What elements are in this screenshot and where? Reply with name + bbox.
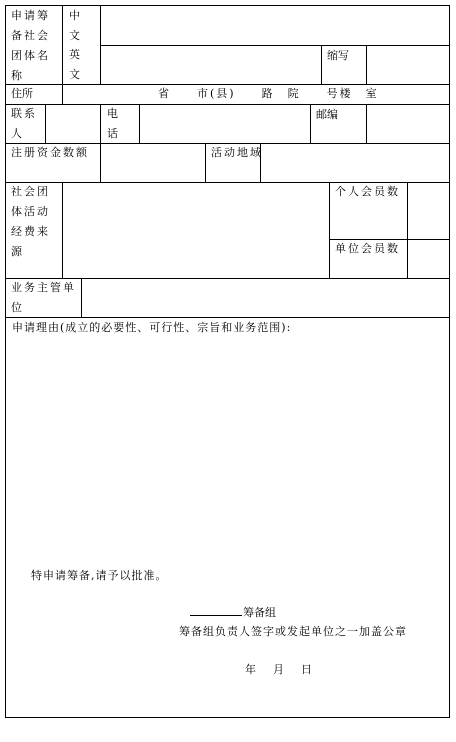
address-label: 住所 xyxy=(11,87,33,100)
rule xyxy=(366,104,367,143)
rule xyxy=(310,104,311,143)
rule xyxy=(329,182,330,278)
unit-members-label: 单位会员数 xyxy=(335,242,400,255)
application-form xyxy=(5,5,450,718)
group-signature-line xyxy=(190,604,276,621)
abbreviation-label: 缩写 xyxy=(327,49,349,62)
group-name-blank xyxy=(190,604,242,616)
individual-members-label: 个人会员数 xyxy=(335,185,400,198)
rule xyxy=(407,182,408,278)
date-line: 年 月 日 xyxy=(245,663,315,676)
rule xyxy=(62,6,63,84)
rule xyxy=(62,84,63,104)
chinese-name-label: 中文 xyxy=(69,9,82,42)
org-name-label: 申请筹备社会团体名称 xyxy=(11,9,50,82)
english-name-label: 英文 xyxy=(69,48,82,81)
rule xyxy=(6,104,450,105)
signature-instruction: 筹备组负责人签字或发起单位之一加盖公章 xyxy=(179,625,407,638)
phone-label: 电话 xyxy=(107,107,120,140)
rule xyxy=(205,143,206,182)
contact-person-label: 联系人 xyxy=(11,107,37,140)
rule xyxy=(100,104,101,143)
rule xyxy=(81,278,82,317)
capital-label: 注册资金数额 xyxy=(11,146,89,159)
rule xyxy=(100,45,450,46)
address-template: 省 市(县) 路 院 号楼 室 xyxy=(158,87,379,100)
reason-label: 申请理由(成立的必要性、可行性、宗旨和业务范围): xyxy=(12,321,292,334)
rule xyxy=(62,182,63,278)
rule xyxy=(139,104,140,143)
rule xyxy=(100,143,101,182)
request-text: 特申请筹备,请予以批准。 xyxy=(31,569,168,582)
region-label: 活动地域 xyxy=(211,146,263,159)
supervisor-label: 业务主管单位 xyxy=(11,281,76,314)
funding-source-label: 社会团体活动经费来源 xyxy=(11,185,50,258)
rule xyxy=(366,45,367,84)
group-suffix: 筹备组 xyxy=(243,606,276,619)
postcode-label: 邮编 xyxy=(316,108,338,121)
rule xyxy=(321,45,322,84)
rule xyxy=(100,6,101,84)
rule xyxy=(45,104,46,143)
